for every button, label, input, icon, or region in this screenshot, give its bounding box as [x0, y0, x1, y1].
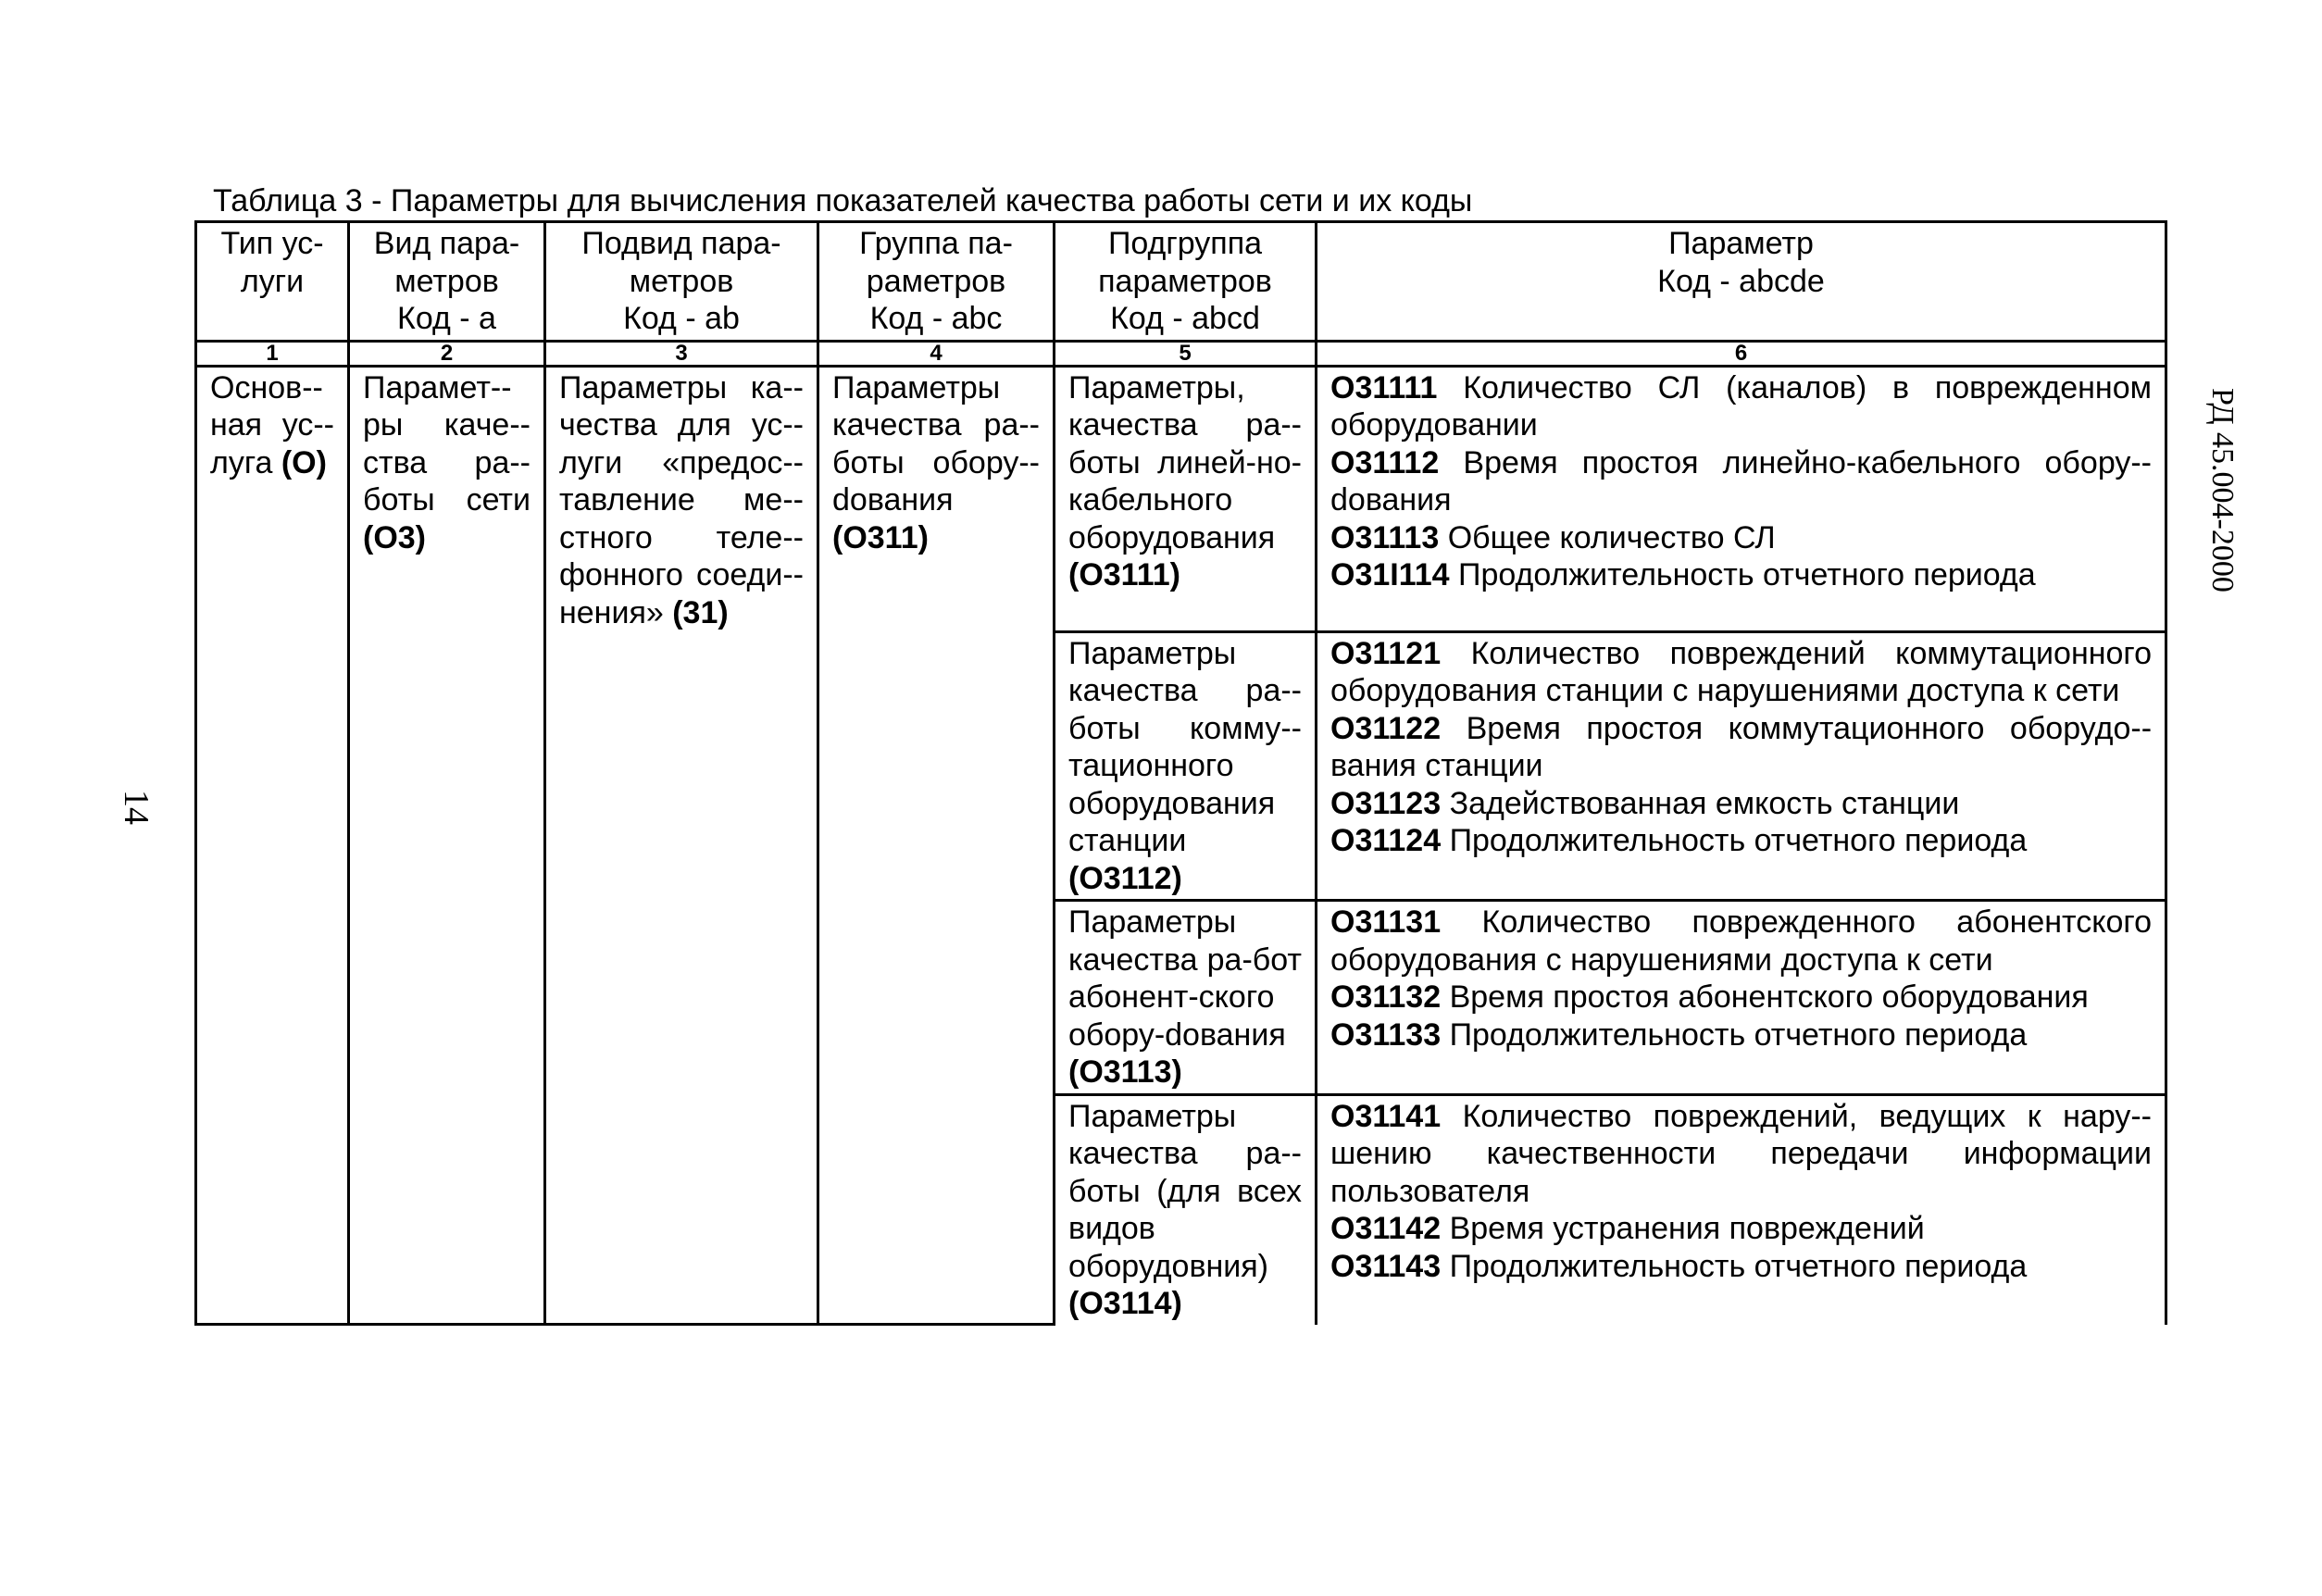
- subgroup-text: Параметры, качества ра-боты линей-но-кабельного оборудования: [1068, 369, 1302, 555]
- parameter-code: О31142: [1330, 1211, 1442, 1246]
- parameter-entry: [1330, 519, 2152, 557]
- parameter-entry: [1330, 1098, 2152, 1211]
- parameter-entry: [1330, 635, 2152, 710]
- parameter-text: Количество повреждений коммутационного оборудования станции с нарушениями доступа к сети: [1330, 635, 2152, 708]
- parameter-text: Общее количество СЛ: [1447, 519, 1776, 555]
- subgroup-text: Параметры качества ра-бот абонент-ского обору-dования: [1068, 904, 1302, 1053]
- parameter-entry: [1330, 1248, 2152, 1286]
- parameter-entry: [1330, 979, 2152, 1016]
- header-param-subgroup: [1055, 222, 1317, 342]
- parameter-code: О31122: [1330, 710, 1442, 746]
- parameter-code: О31121: [1330, 635, 1442, 671]
- table-caption: Таблица 3 - Параметры для вычисления показателей качества работы сети и их коды: [213, 183, 1473, 218]
- parameter-text: Продолжительность отчетного периода: [1449, 1016, 2028, 1053]
- parameter-entry: [1330, 444, 2152, 519]
- parameter-text: Время устранения повреждений: [1449, 1211, 1925, 1246]
- column-number: 4: [818, 341, 1055, 366]
- header-param-group: [818, 222, 1055, 342]
- parameter-entry: [1330, 556, 2152, 594]
- subgroup-code: (О3114): [1068, 1286, 1182, 1321]
- param-subkind-text: Параметры ка-чества для ус-луги «предос-тавление ме-стного теле-фонного соеди-нения»: [559, 369, 804, 630]
- service-type-text: Основ-ная ус-луга: [210, 369, 334, 480]
- parameters-cell: [1317, 631, 2166, 901]
- parameter-text: Продолжительность отчетного периода: [1449, 1248, 2028, 1284]
- parameter-entry: [1330, 904, 2152, 979]
- parameter-code: О31133: [1330, 1016, 1442, 1053]
- subgroup-code: (О3111): [1068, 557, 1180, 592]
- subgroup-text: Параметры качества ра-боты комму-тационного оборудования станции: [1068, 635, 1302, 858]
- parameter-code: О31111: [1330, 369, 1438, 405]
- parameter-code: О31132: [1330, 979, 1442, 1015]
- column-number: 5: [1055, 341, 1317, 366]
- parameters-cell: [1317, 366, 2166, 631]
- parameter-entry: [1330, 785, 2152, 823]
- parameter-code: О31143: [1330, 1248, 1442, 1284]
- parameter-code: О31141: [1330, 1098, 1442, 1134]
- subgroup-cell: [1055, 631, 1317, 901]
- parameter-code: О31131: [1330, 904, 1442, 940]
- param-kind-code: (О3): [363, 519, 426, 555]
- column-number: 3: [545, 341, 818, 366]
- parameter-entry: [1330, 822, 2152, 860]
- header-param-kind: [349, 222, 545, 342]
- table-row: [196, 366, 2166, 631]
- parameters-cell: [1317, 901, 2166, 1095]
- param-subkind-cell: [545, 366, 818, 1325]
- service-type-code: (О): [281, 444, 327, 480]
- header-label: Параметр Код - abcde: [1657, 226, 1825, 299]
- parameter-code: О31124: [1330, 823, 1442, 858]
- param-subkind-code: (31): [672, 594, 729, 630]
- subgroup-cell: [1055, 901, 1317, 1095]
- column-number: 6: [1317, 341, 2166, 366]
- param-group-cell: [818, 366, 1055, 1325]
- header-label: Тип ус- луги: [220, 226, 324, 299]
- header-label: Вид пара- метров Код - а: [373, 226, 520, 336]
- header-label: Группа па- раметров Код - abc: [859, 226, 1013, 336]
- subgroup-text: Параметры качества ра-боты (для всех видов оборудовния): [1068, 1098, 1302, 1284]
- page-number: 14: [117, 790, 156, 825]
- header-param-subkind: [545, 222, 818, 342]
- subgroup-code: (О3112): [1068, 860, 1182, 896]
- param-group-code: (О311): [832, 519, 929, 555]
- parameter-text: Время простоя абонентского оборудования: [1449, 979, 2089, 1015]
- column-number-row: [196, 341, 2166, 366]
- parameter-text: Продолжительность отчетного периода: [1458, 557, 2036, 592]
- header-parameter: [1317, 222, 2166, 342]
- parameter-entry: [1330, 1210, 2152, 1248]
- subgroup-cell: [1055, 366, 1317, 631]
- parameter-text: Время простоя линейно-кабельного обору-dования: [1330, 444, 2152, 517]
- header-service-type: [196, 222, 349, 342]
- parameter-entry: [1330, 369, 2152, 444]
- column-number: 1: [196, 341, 349, 366]
- table-header-row: [196, 222, 2166, 342]
- parameter-text: Количество СЛ (каналов) в поврежденном оборудовании: [1330, 369, 2152, 443]
- parameter-entry: [1330, 710, 2152, 785]
- subgroup-code: (О3113): [1068, 1054, 1182, 1090]
- param-kind-text: Парамет-ры каче-ства ра-боты сети: [363, 369, 531, 517]
- parameter-text: Время простоя коммутационного оборудо-вания станции: [1330, 710, 2153, 783]
- parameter-code: О31123: [1330, 785, 1442, 821]
- header-label: Подвид пара- метров Код - ab: [581, 226, 781, 336]
- parameter-entry: [1330, 1016, 2152, 1054]
- header-label: Подгруппа параметров Код - abcd: [1098, 226, 1272, 336]
- parameter-text: Количество поврежденного абонентского оборудования с нарушениями доступа к сети: [1330, 904, 2152, 978]
- parameter-text: Продолжительность отчетного периода: [1449, 823, 2028, 858]
- parameters-table: [194, 220, 2167, 1326]
- parameter-code: О31112: [1330, 444, 1440, 480]
- subgroup-cell: [1055, 1094, 1317, 1325]
- parameter-code: О31113: [1330, 519, 1440, 555]
- document-code: РД 45.004-2000: [2205, 388, 2240, 592]
- parameter-text: Количество повреждений, ведущих к нару-шению качественности передачи информации пользователя: [1330, 1098, 2152, 1209]
- param-kind-cell: [349, 366, 545, 1325]
- service-type-cell: [196, 366, 349, 1325]
- parameter-text: Задействованная емкость станции: [1449, 785, 1960, 821]
- parameters-cell: [1317, 1094, 2166, 1325]
- parameter-code: О31I114: [1330, 557, 1450, 592]
- param-group-text: Параметры качества ра-боты обору-dования: [832, 369, 1040, 517]
- column-number: 2: [349, 341, 545, 366]
